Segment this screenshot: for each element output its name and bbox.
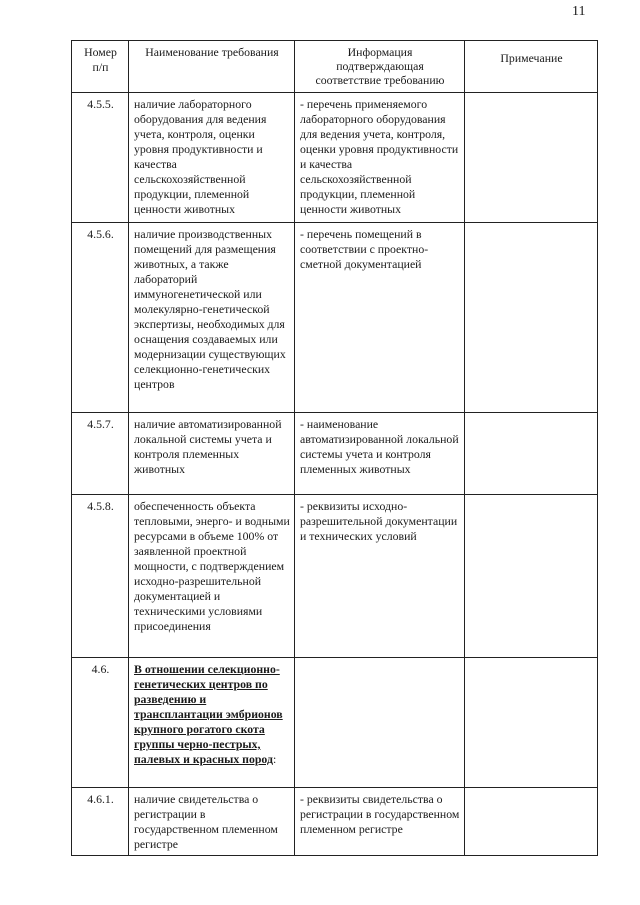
table-row — [72, 223, 598, 413]
row-number: 4.6.1. — [72, 788, 129, 856]
row-info: - перечень помещений в соответствии с проектно-сметной документацией — [295, 223, 465, 413]
header-info-line1: Информация — [347, 45, 413, 59]
header-note: Примечание — [465, 41, 598, 93]
row-note — [465, 788, 598, 856]
row-number: 4.5.8. — [72, 495, 129, 658]
row-note — [465, 495, 598, 658]
row-number: 4.5.7. — [72, 413, 129, 495]
header-name: Наименование требования — [129, 41, 295, 93]
row-note — [465, 658, 598, 788]
table-row-section — [72, 658, 598, 788]
table-row — [72, 93, 598, 223]
row-info — [295, 658, 465, 788]
section-heading: В отношении селекционно-генетических центров по разведению и трансплантации эмбрионов крупного рогатого скота группы черно-пестрых, палевых и красных пород — [134, 662, 283, 766]
row-number: 4.5.5. — [72, 93, 129, 223]
table-row — [72, 413, 598, 495]
row-info: - наименование автоматизированной локальной системы учета и контроля племенных животных — [295, 413, 465, 495]
header-number-line2: п/п — [92, 60, 109, 74]
row-info: - реквизиты исходно-разрешительной документации и технических условий — [295, 495, 465, 658]
row-requirement: наличие свидетельства о регистрации в государственном племенном регистре — [129, 788, 295, 856]
row-note — [465, 223, 598, 413]
row-info: - реквизиты свидетельства о регистрации в государственном племенном регистре — [295, 788, 465, 856]
row-number: 4.5.6. — [72, 223, 129, 413]
table-row — [72, 788, 598, 856]
row-note — [465, 93, 598, 223]
table-row — [72, 495, 598, 658]
table-header — [72, 41, 598, 93]
row-requirement: наличие автоматизированной локальной системы учета и контроля племенных животных — [129, 413, 295, 495]
page-number: 11 — [572, 4, 586, 19]
row-requirement — [129, 658, 295, 788]
header-info-line2: подтверждающая — [336, 59, 424, 73]
header-info — [295, 41, 465, 93]
row-info: - перечень применяемого лабораторного оборудования для ведения учета, контроля, оценки уровня продуктивности и качества сельскохозяйственной продукции, племенной ценности животных — [295, 93, 465, 223]
requirements-table — [71, 40, 598, 856]
section-heading-colon: : — [272, 752, 277, 766]
row-requirement: наличие лабораторного оборудования для ведения учета, контроля, оценки уровня продуктивности и качества сельскохозяйственной продукции, племенной ценности животных — [129, 93, 295, 223]
header-number — [72, 41, 129, 93]
row-note — [465, 413, 598, 495]
header-number-line1: Номер — [84, 45, 117, 59]
row-requirement: наличие производственных помещений для размещения животных, а также лабораторий иммуногенетической или молекулярно-генетической экспертизы, необходимых для оснащения создаваемых или модернизации существующих селекционно-генетических центров — [129, 223, 295, 413]
row-number: 4.6. — [72, 658, 129, 788]
header-info-line3: соответствие требованию — [315, 73, 445, 87]
row-requirement: обеспеченность объекта тепловыми, энерго- и водными ресурсами в объеме 100% от заявленной проектной мощности, с подтверждением исходно-разрешительной документацией и техническими условиями присоединения — [129, 495, 295, 658]
